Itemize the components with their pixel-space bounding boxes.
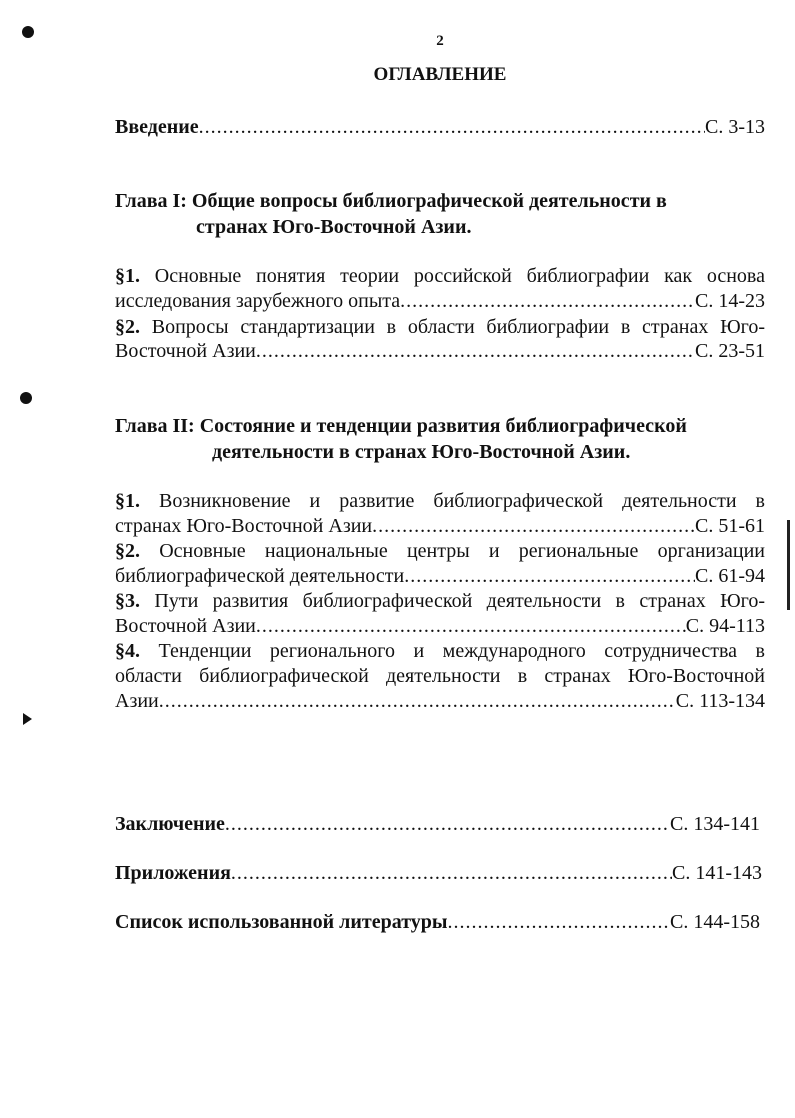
toc-entry-2-4-cont2 xyxy=(115,689,765,713)
binding-hole-mark xyxy=(20,392,32,404)
section-number: §2. xyxy=(115,316,140,338)
section-number: §1. xyxy=(115,490,140,512)
section-title-cont: исследования зарубежного опыта xyxy=(115,290,401,312)
toc-entry-1-1-cont xyxy=(115,289,765,313)
toc-entry-2-2 xyxy=(115,539,765,563)
toc-entry-1-1 xyxy=(115,264,765,288)
dot-leader xyxy=(231,861,672,885)
chapter-2-title-cont: деятельности в странах Юго-Восточной Азии. xyxy=(212,441,631,463)
section-title-cont: Азии xyxy=(115,690,159,712)
entry-label: Введение xyxy=(115,116,199,138)
section-title: Основные понятия теории российской библиографии как основа xyxy=(154,265,765,287)
entry-pages: С. 14-23 xyxy=(695,290,765,312)
section-title-cont: странах Юго-Восточной Азии xyxy=(115,515,373,537)
section-title: Основные национальные центры и региональные организации xyxy=(159,540,765,562)
toc-entry-1-2-cont xyxy=(115,339,765,363)
section-title: Возникновение и развитие библиографической деятельности в xyxy=(158,490,765,512)
dot-leader xyxy=(404,564,695,588)
entry-pages: С. 3-13 xyxy=(705,116,765,138)
section-title: Тенденции регионального и международного сотрудничества в xyxy=(158,640,766,662)
toc-entry-intro xyxy=(115,115,765,139)
toc-entry-appendix xyxy=(115,861,762,885)
dot-leader xyxy=(372,514,695,538)
entry-pages: С. 61-94 xyxy=(695,565,765,587)
entry-pages: С. 141-143 xyxy=(672,862,762,884)
section-title-cont: библиографической деятельности xyxy=(115,565,405,587)
dot-leader xyxy=(400,289,695,313)
section-title: Вопросы стандартизации в области библиографии в странах Юго- xyxy=(151,316,766,338)
entry-pages: С. 134-141 xyxy=(670,813,760,835)
toc-entry-conclusion xyxy=(115,812,760,836)
chapter-2-title: Глава II: Состояние и тенденции развития библиографической xyxy=(115,415,687,437)
toc-entry-references xyxy=(115,910,760,934)
entry-pages: С. 94-113 xyxy=(685,615,765,637)
dot-leader xyxy=(256,339,695,363)
entry-pages: С. 51-61 xyxy=(695,515,765,537)
toc-entry-2-3-cont xyxy=(115,614,765,638)
entry-label: Список использованной литературы xyxy=(115,911,448,933)
section-title-cont: Восточной Азии xyxy=(115,615,256,637)
dot-leader xyxy=(199,115,705,139)
section-number: §3. xyxy=(115,590,140,612)
entry-pages: С. 144-158 xyxy=(670,911,760,933)
dot-leader xyxy=(256,614,686,638)
binding-arrow-mark xyxy=(23,713,32,725)
toc-entry-2-3 xyxy=(115,589,765,613)
dot-leader xyxy=(225,812,670,836)
section-title: Пути развития библиографической деятельности в странах Юго- xyxy=(154,590,766,612)
toc-title: ОГЛАВЛЕНИЕ xyxy=(373,64,507,85)
dot-leader xyxy=(159,689,676,713)
section-number: §4. xyxy=(115,640,140,662)
toc-entry-1-2 xyxy=(115,315,765,339)
dot-leader xyxy=(448,910,671,934)
scan-edge-line xyxy=(787,520,790,610)
chapter-1-title-cont: странах Юго-Восточной Азии. xyxy=(196,216,472,238)
chapter-1-title: Глава I: Общие вопросы библиографической деятельности в xyxy=(115,190,667,212)
section-number: §2. xyxy=(115,540,140,562)
entry-pages: С. 113-134 xyxy=(675,690,765,712)
toc-entry-2-4 xyxy=(115,639,765,663)
toc-entry-2-1-cont xyxy=(115,514,765,538)
toc-entry-2-1 xyxy=(115,489,765,513)
toc-entry-2-2-cont xyxy=(115,564,765,588)
entry-pages: С. 23-51 xyxy=(695,340,765,362)
entry-label: Заключение xyxy=(115,813,225,835)
entry-label: Приложения xyxy=(115,862,231,884)
page-number: 2 xyxy=(436,33,444,49)
section-number: §1. xyxy=(115,265,140,287)
toc-entry-2-4-cont: области библиографической деятельности в странах Юго-Восточной xyxy=(115,665,765,687)
section-title-cont: Восточной Азии xyxy=(115,340,256,362)
